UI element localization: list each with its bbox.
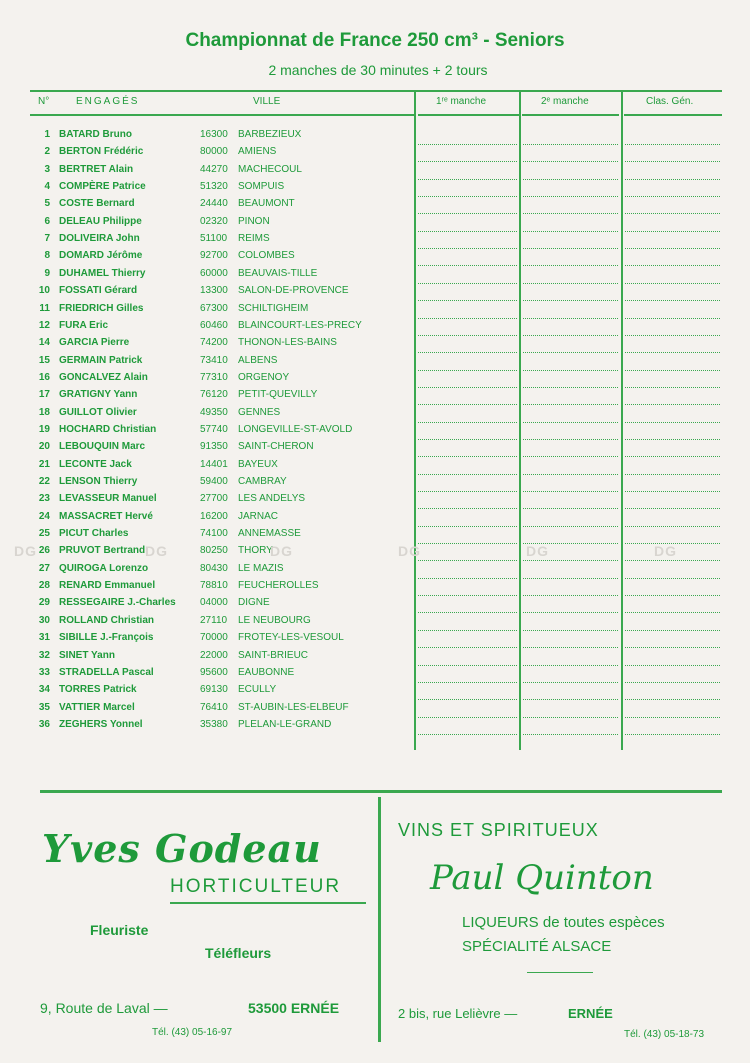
- entry-number: 9: [44, 268, 50, 279]
- score-entry-line: [418, 474, 517, 475]
- score-entry-line: [625, 491, 720, 492]
- score-entry-line: [418, 404, 517, 405]
- score-entry-line: [523, 179, 618, 180]
- score-entry-line: [625, 248, 720, 249]
- entry-number: 15: [38, 355, 50, 366]
- watermark: DG: [14, 543, 37, 559]
- entry-postcode: 04000: [200, 597, 228, 608]
- entry-name: DELEAU Philippe: [59, 216, 142, 227]
- score-entry-line: [418, 213, 517, 214]
- entry-name: FRIEDRICH Gilles: [59, 303, 144, 314]
- entry-name: LECONTE Jack: [59, 459, 132, 470]
- score-entry-line: [625, 474, 720, 475]
- entry-number: 20: [38, 441, 50, 452]
- entry-postcode: 44270: [200, 164, 228, 175]
- entry-name: GUILLOT Olivier: [59, 407, 137, 418]
- entry-postcode: 14401: [200, 459, 228, 470]
- entry-city: CAMBRAY: [238, 476, 287, 487]
- ad-right-business-name: Paul Quinton: [430, 858, 654, 898]
- entry-number: 6: [44, 216, 50, 227]
- entry-number: 12: [38, 320, 50, 331]
- ad-left-underline: [170, 902, 366, 904]
- score-entry-line: [625, 665, 720, 666]
- entry-name: DUHAMEL Thierry: [59, 268, 146, 279]
- entry-postcode: 51100: [200, 233, 228, 244]
- table-header-rule-m2: [522, 114, 619, 116]
- entry-postcode: 76410: [200, 702, 228, 713]
- entry-city: SAINT-BRIEUC: [238, 650, 309, 661]
- ad-left-line2: Téléfleurs: [205, 945, 272, 961]
- score-entry-line: [625, 404, 720, 405]
- score-entry-line: [523, 213, 618, 214]
- score-entry-line: [418, 595, 517, 596]
- score-entry-line: [523, 387, 618, 388]
- score-entry-line: [418, 699, 517, 700]
- entry-city: FROTEY-LES-VESOUL: [238, 632, 344, 643]
- ads-divider: [378, 797, 381, 1042]
- score-entry-line: [523, 491, 618, 492]
- score-entry-line: [625, 595, 720, 596]
- entry-postcode: 70000: [200, 632, 228, 643]
- watermark: DG: [526, 543, 549, 559]
- score-entry-line: [418, 387, 517, 388]
- entry-postcode: 16200: [200, 511, 228, 522]
- watermark: DG: [270, 543, 293, 559]
- entry-city: DIGNE: [238, 597, 270, 608]
- score-entry-line: [523, 526, 618, 527]
- table-header-rule-left: [30, 114, 414, 116]
- entry-city: THONON-LES-BAINS: [238, 337, 337, 348]
- ad-left-line1: Fleuriste: [90, 922, 149, 938]
- page-subtitle: 2 manches de 30 minutes + 2 tours: [268, 62, 488, 78]
- entry-number: 4: [44, 181, 50, 192]
- entry-city: ALBENS: [238, 355, 278, 366]
- score-entry-line: [625, 387, 720, 388]
- entry-name: DOMARD Jérôme: [59, 250, 143, 261]
- entry-name: BERTRET Alain: [59, 164, 134, 175]
- entry-name: ZEGHERS Yonnel: [59, 719, 143, 730]
- score-entry-line: [625, 508, 720, 509]
- entry-postcode: 80430: [200, 563, 228, 574]
- entry-number: 35: [38, 702, 50, 713]
- page-title: Championnat de France 250 cm³ - Seniors: [185, 30, 565, 51]
- score-entry-line: [523, 734, 618, 735]
- score-entry-line: [625, 699, 720, 700]
- ad-left-trade: HORTICULTEUR: [170, 876, 342, 897]
- watermark: DG: [145, 543, 168, 559]
- entry-postcode: 91350: [200, 441, 228, 452]
- score-entry-line: [625, 179, 720, 180]
- entry-postcode: 77310: [200, 372, 228, 383]
- score-entry-line: [418, 717, 517, 718]
- entry-name: BATARD Bruno: [59, 129, 132, 140]
- entry-name: LEVASSEUR Manuel: [59, 493, 157, 504]
- entry-postcode: 74100: [200, 528, 228, 539]
- entry-postcode: 80250: [200, 545, 228, 556]
- score-entry-line: [523, 456, 618, 457]
- score-entry-line: [523, 161, 618, 162]
- entry-postcode: 59400: [200, 476, 228, 487]
- score-entry-line: [418, 231, 517, 232]
- entry-postcode: 13300: [200, 285, 228, 296]
- entry-city: ECULLY: [238, 684, 277, 695]
- table-header-rule-cl: [624, 114, 722, 116]
- entry-number: 34: [38, 684, 50, 695]
- score-entry-line: [625, 370, 720, 371]
- ad-right-line1: LIQUEURS de toutes espèces: [462, 914, 665, 931]
- entry-postcode: 02320: [200, 216, 228, 227]
- entry-number: 33: [38, 667, 50, 678]
- score-entry-line: [625, 439, 720, 440]
- score-entry-line: [418, 734, 517, 735]
- ad-right-short-rule: [527, 972, 593, 973]
- score-entry-line: [418, 665, 517, 666]
- entry-postcode: 35380: [200, 719, 228, 730]
- entry-city: PETIT-QUEVILLY: [238, 389, 318, 400]
- entry-city: FEUCHEROLLES: [238, 580, 319, 591]
- score-entry-line: [523, 578, 618, 579]
- entry-postcode: 80000: [200, 146, 228, 157]
- entry-number: 36: [38, 719, 50, 730]
- entry-name: FURA Eric: [59, 320, 109, 331]
- entry-number: 23: [38, 493, 50, 504]
- entry-number: 16: [38, 372, 50, 383]
- entry-name: LENSON Thierry: [59, 476, 138, 487]
- score-entry-line: [418, 144, 517, 145]
- score-entry-line: [625, 682, 720, 683]
- entry-name: QUIROGA Lorenzo: [59, 563, 149, 574]
- entry-name: TORRES Patrick: [59, 684, 137, 695]
- entry-number: 22: [38, 476, 50, 487]
- entry-number: 31: [38, 632, 50, 643]
- score-entry-line: [625, 560, 720, 561]
- score-entry-line: [418, 318, 517, 319]
- score-entry-line: [625, 196, 720, 197]
- entry-city: JARNAC: [238, 511, 279, 522]
- entry-number: 28: [38, 580, 50, 591]
- entry-postcode: 51320: [200, 181, 228, 192]
- score-entry-line: [418, 265, 517, 266]
- entry-number: 14: [38, 337, 50, 348]
- entry-city: REIMS: [238, 233, 270, 244]
- entry-number: 2: [44, 146, 50, 157]
- entry-postcode: 76120: [200, 389, 228, 400]
- score-entry-line: [523, 717, 618, 718]
- entry-name: PICUT Charles: [59, 528, 129, 539]
- score-entry-line: [418, 161, 517, 162]
- entry-postcode: 60460: [200, 320, 228, 331]
- score-entry-line: [418, 456, 517, 457]
- score-entry-line: [523, 300, 618, 301]
- entry-name: MASSACRET Hervé: [59, 511, 153, 522]
- entry-number: 21: [38, 459, 50, 470]
- entry-name: COMPÈRE Patrice: [59, 181, 146, 192]
- watermark: DG: [398, 543, 421, 559]
- score-entry-line: [418, 248, 517, 249]
- entry-number: 29: [38, 597, 50, 608]
- score-entry-line: [418, 283, 517, 284]
- score-entry-line: [523, 283, 618, 284]
- entry-city: LES ANDELYS: [238, 493, 306, 504]
- score-entry-line: [523, 508, 618, 509]
- entry-name: GERMAIN Patrick: [59, 355, 143, 366]
- score-entry-line: [418, 179, 517, 180]
- score-entry-line: [523, 335, 618, 336]
- entry-name: LEBOUQUIN Marc: [59, 441, 146, 452]
- ad-right-line2: SPÉCIALITÉ ALSACE: [462, 938, 612, 955]
- entry-postcode: 67300: [200, 303, 228, 314]
- score-entry-line: [625, 612, 720, 613]
- entry-city: SOMPUIS: [238, 181, 285, 192]
- entry-name: COSTE Bernard: [59, 198, 135, 209]
- entry-number: 8: [44, 250, 50, 261]
- score-entry-line: [418, 647, 517, 648]
- table-header-rule-m1: [418, 114, 519, 116]
- entry-postcode: 27700: [200, 493, 228, 504]
- score-entry-line: [523, 370, 618, 371]
- score-entry-line: [418, 335, 517, 336]
- score-entry-line: [625, 352, 720, 353]
- header-entrants: ENGAGÉS: [76, 96, 140, 107]
- score-entry-line: [523, 665, 618, 666]
- ad-left-business-name: Yves Godeau: [42, 826, 322, 871]
- score-entry-line: [523, 404, 618, 405]
- score-entry-line: [625, 161, 720, 162]
- score-entry-line: [523, 595, 618, 596]
- entry-city: ST-AUBIN-LES-ELBEUF: [238, 702, 349, 713]
- entry-name: SIBILLE J.-François: [59, 632, 154, 643]
- entry-number: 27: [38, 563, 50, 574]
- entry-city: ORGENOY: [238, 372, 290, 383]
- entry-name: GONCALVEZ Alain: [59, 372, 148, 383]
- score-entry-line: [418, 352, 517, 353]
- entry-number: 10: [38, 285, 50, 296]
- entry-city: PINON: [238, 216, 270, 227]
- table-top-rule: [30, 90, 722, 92]
- ad-left-city: 53500 ERNÉE: [248, 1000, 340, 1016]
- score-entry-line: [523, 612, 618, 613]
- score-entry-line: [625, 422, 720, 423]
- score-entry-line: [523, 560, 618, 561]
- entry-name: HOCHARD Christian: [59, 424, 157, 435]
- score-entry-line: [523, 699, 618, 700]
- score-entry-line: [523, 352, 618, 353]
- score-entry-line: [625, 717, 720, 718]
- entry-postcode: 69130: [200, 684, 228, 695]
- entry-number: 32: [38, 650, 50, 661]
- entry-name: STRADELLA Pascal: [59, 667, 154, 678]
- header-number: N°: [38, 96, 50, 107]
- entry-city: EAUBONNE: [238, 667, 295, 678]
- score-entry-line: [625, 734, 720, 735]
- score-entry-line: [625, 526, 720, 527]
- entry-postcode: 60000: [200, 268, 228, 279]
- score-entry-line: [523, 196, 618, 197]
- entry-name: DOLIVEIRA John: [59, 233, 140, 244]
- score-entry-line: [523, 144, 618, 145]
- score-entry-line: [418, 612, 517, 613]
- entry-city: ANNEMASSE: [238, 528, 301, 539]
- entry-city: MACHECOUL: [238, 164, 302, 175]
- score-entry-line: [418, 422, 517, 423]
- score-entry-line: [625, 335, 720, 336]
- score-entry-line: [625, 213, 720, 214]
- entry-number: 26: [38, 545, 50, 556]
- score-entry-line: [418, 439, 517, 440]
- score-entry-line: [418, 300, 517, 301]
- entry-name: PRUVOT Bertrand: [59, 545, 146, 556]
- score-entry-line: [625, 231, 720, 232]
- entry-number: 1: [44, 129, 50, 140]
- entry-postcode: 73410: [200, 355, 228, 366]
- score-entry-line: [523, 265, 618, 266]
- entry-postcode: 92700: [200, 250, 228, 261]
- score-entry-line: [418, 526, 517, 527]
- entry-city: GENNES: [238, 407, 281, 418]
- score-entry-line: [418, 196, 517, 197]
- entry-city: THORY: [238, 545, 273, 556]
- entry-city: SAINT-CHERON: [238, 441, 314, 452]
- entry-postcode: 24440: [200, 198, 228, 209]
- ad-right-city: ERNÉE: [568, 1006, 613, 1021]
- ad-right-phone: Tél. (43) 05-18-73: [624, 1029, 705, 1040]
- entry-name: VATTIER Marcel: [59, 702, 135, 713]
- entry-name: SINET Yann: [59, 650, 115, 661]
- header-race-2: 2ᵉ manche: [541, 96, 589, 107]
- ad-right-address: 2 bis, rue Lelièvre —: [398, 1006, 518, 1021]
- entry-city: SALON-DE-PROVENCE: [238, 285, 349, 296]
- score-entry-line: [625, 456, 720, 457]
- entry-postcode: 95600: [200, 667, 228, 678]
- score-entry-line: [418, 370, 517, 371]
- score-entry-line: [418, 682, 517, 683]
- score-entry-line: [625, 318, 720, 319]
- entry-name: RENARD Emmanuel: [59, 580, 156, 591]
- entry-number: 3: [44, 164, 50, 175]
- entry-postcode: 74200: [200, 337, 228, 348]
- entry-city: BLAINCOURT-LES-PRECY: [238, 320, 362, 331]
- entry-city: COLOMBES: [238, 250, 295, 261]
- entry-number: 25: [38, 528, 50, 539]
- entry-name: GARCIA Pierre: [59, 337, 130, 348]
- score-entry-line: [523, 439, 618, 440]
- entry-postcode: 57740: [200, 424, 228, 435]
- score-entry-line: [523, 231, 618, 232]
- score-entry-line: [625, 283, 720, 284]
- score-entry-line: [625, 647, 720, 648]
- score-entry-line: [418, 508, 517, 509]
- entry-name: GRATIGNY Yann: [59, 389, 138, 400]
- ads-top-rule: [40, 790, 722, 793]
- score-entry-line: [418, 543, 517, 544]
- entry-number: 18: [38, 407, 50, 418]
- entry-postcode: 49350: [200, 407, 228, 418]
- score-entry-line: [523, 318, 618, 319]
- entry-city: LE MAZIS: [238, 563, 284, 574]
- score-entry-line: [625, 578, 720, 579]
- entry-name: ROLLAND Christian: [59, 615, 154, 626]
- entry-number: 17: [38, 389, 50, 400]
- entry-number: 30: [38, 615, 50, 626]
- ad-left-phone: Tél. (43) 05-16-97: [152, 1027, 233, 1038]
- entry-postcode: 78810: [200, 580, 228, 591]
- entry-postcode: 16300: [200, 129, 228, 140]
- entry-city: PLELAN-LE-GRAND: [238, 719, 332, 730]
- score-entry-line: [625, 300, 720, 301]
- entry-city: BEAUVAIS-TILLE: [238, 268, 318, 279]
- entry-number: 5: [44, 198, 50, 209]
- score-entry-line: [625, 144, 720, 145]
- entry-city: BAYEUX: [238, 459, 278, 470]
- entry-name: RESSEGAIRE J.-Charles: [59, 597, 176, 608]
- score-entry-line: [523, 248, 618, 249]
- score-entry-line: [418, 560, 517, 561]
- entry-postcode: 22000: [200, 650, 228, 661]
- ad-left-address: 9, Route de Laval —: [40, 1000, 168, 1016]
- watermark: DG: [654, 543, 677, 559]
- score-entry-line: [523, 647, 618, 648]
- score-entry-line: [625, 630, 720, 631]
- score-entry-line: [523, 630, 618, 631]
- entry-city: AMIENS: [238, 146, 277, 157]
- score-entry-line: [625, 265, 720, 266]
- header-race-1: 1ʳᵉ manche: [436, 96, 487, 107]
- entry-number: 24: [38, 511, 50, 522]
- score-entry-line: [523, 422, 618, 423]
- entry-city: BEAUMONT: [238, 198, 295, 209]
- score-entry-line: [418, 491, 517, 492]
- entry-city: BARBEZIEUX: [238, 129, 302, 140]
- entry-city: SCHILTIGHEIM: [238, 303, 309, 314]
- entry-name: BERTON Frédéric: [59, 146, 144, 157]
- entry-number: 7: [44, 233, 50, 244]
- header-city: VILLE: [253, 96, 281, 107]
- entry-city: LE NEUBOURG: [238, 615, 311, 626]
- ad-right-heading: VINS ET SPIRITUEUX: [398, 820, 599, 840]
- entry-number: 19: [38, 424, 50, 435]
- entry-number: 11: [39, 303, 50, 314]
- header-overall: Clas. Gén.: [646, 96, 694, 107]
- score-entry-line: [523, 474, 618, 475]
- entry-postcode: 27110: [200, 615, 228, 626]
- entry-city: LONGEVILLE-ST-AVOLD: [238, 424, 353, 435]
- score-entry-line: [523, 682, 618, 683]
- score-entry-line: [418, 630, 517, 631]
- entry-name: FOSSATI Gérard: [59, 285, 138, 296]
- score-entry-line: [418, 578, 517, 579]
